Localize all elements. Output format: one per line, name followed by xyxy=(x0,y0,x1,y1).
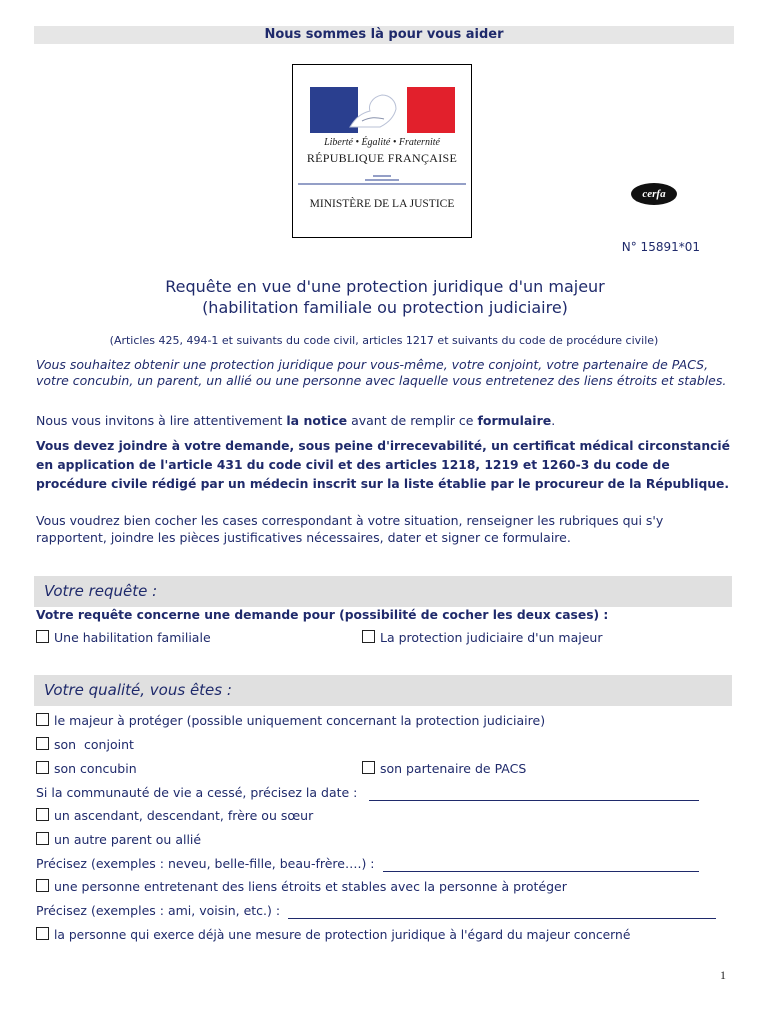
section-votre-requete xyxy=(34,576,732,607)
section-votre-qualite-title: Votre qualité, vous êtes : xyxy=(44,681,232,699)
option-autre-parent[interactable] xyxy=(36,832,201,848)
option-concubin[interactable] xyxy=(36,761,137,777)
cerfa-logo: cerfa xyxy=(631,183,677,205)
precisez-parent-label: Précisez (exemples : neveu, belle-fille, beau-frère….) : xyxy=(36,856,375,871)
majeur-checkbox[interactable] xyxy=(36,713,49,726)
conjoint-checkbox[interactable] xyxy=(36,737,49,750)
partenaire-label: son partenaire de PACS xyxy=(380,761,527,776)
date-field-row xyxy=(36,785,699,801)
date-label: Si la communauté de vie a cessé, précisez la date : xyxy=(36,785,358,800)
option-majeur[interactable] xyxy=(36,713,545,729)
form-title xyxy=(60,276,710,318)
autre-parent-label: un autre parent ou allié xyxy=(54,832,202,847)
mesure-existante-label: la personne qui exerce déjà une mesure de protection juridique à l'égard du majeur concerné xyxy=(54,928,631,942)
protection-judiciaire-label: La protection judiciaire d'un majeur xyxy=(380,630,603,645)
ministry-logo xyxy=(292,64,472,238)
habilitation-label: Une habilitation familiale xyxy=(54,630,211,645)
liens-etroits-checkbox[interactable] xyxy=(36,879,49,892)
date-input-line[interactable] xyxy=(369,788,699,801)
concubin-checkbox[interactable] xyxy=(36,761,49,774)
section-votre-qualite xyxy=(34,675,732,706)
notice-end: . xyxy=(551,413,556,428)
logo-motto: Liberté • Égalité • Fraternité xyxy=(324,137,440,148)
instructions-text: Vous voudrez bien cocher les cases correspondant à votre situation, renseigner les rubriques qui s'y rapportent, joindre les pièces justificatives nécessaires, dater et signer ce formulaire. xyxy=(36,513,664,545)
option-ascendant[interactable] xyxy=(36,808,313,824)
notice-text xyxy=(36,413,736,429)
help-banner: Nous sommes là pour vous aider xyxy=(34,26,734,44)
option-conjoint[interactable] xyxy=(36,737,134,753)
page-number: 1 xyxy=(720,968,726,982)
partenaire-checkbox[interactable] xyxy=(362,761,375,774)
form-title-line1: Requête en vue d'une protection juridique d'un majeur xyxy=(165,277,605,296)
mesure-existante-checkbox[interactable] xyxy=(36,927,49,940)
notice-link-text: la notice xyxy=(286,413,348,428)
precisez-liens-label: Précisez (exemples : ami, voisin, etc.) : xyxy=(36,903,281,918)
cerfa-number: N° 15891*01 xyxy=(621,240,700,254)
option-habilitation[interactable] xyxy=(36,630,211,646)
notice-mid: avant de remplir ce xyxy=(347,413,478,428)
concubin-label: son concubin xyxy=(54,761,137,776)
notice-form-text: formulaire xyxy=(477,413,552,428)
form-title-line2: (habilitation familiale ou protection judiciaire) xyxy=(202,298,568,317)
ascendant-checkbox[interactable] xyxy=(36,808,49,821)
option-protection-judiciaire[interactable] xyxy=(362,630,603,646)
legal-articles: (Articles 425, 494-1 et suivants du code civil, articles 1217 et suivants du code de procédure civile) xyxy=(109,334,659,347)
precisez-liens-row xyxy=(36,903,716,919)
section-votre-requete-title: Votre requête : xyxy=(44,582,158,600)
option-partenaire[interactable] xyxy=(362,761,526,777)
notice-pre: Nous vous invitons à lire attentivement xyxy=(36,413,287,428)
logo-republic: RÉPUBLIQUE FRANÇAISE xyxy=(306,151,458,165)
autre-parent-checkbox[interactable] xyxy=(36,832,49,845)
ascendant-label: un ascendant, descendant, frère ou sœur xyxy=(54,808,314,823)
precisez-parent-row xyxy=(36,856,699,872)
intro-text: Vous souhaitez obtenir une protection juridique pour vous-même, votre conjoint, votre partenaire de PACS, votre concubin, un parent, un allié ou une personne avec laquelle vous entretenez des liens étroits et stables. xyxy=(36,357,727,388)
conjoint-label: son conjoint xyxy=(54,737,134,752)
precisez-liens-input-line[interactable] xyxy=(288,906,716,919)
logo-divider-lines xyxy=(293,170,471,190)
precisez-parent-input-line[interactable] xyxy=(383,859,699,872)
requete-question: Votre requête concerne une demande pour (possibilité de cocher les deux cases) : xyxy=(36,608,609,622)
marianne-flag-icon xyxy=(310,87,455,133)
habilitation-checkbox[interactable] xyxy=(36,630,49,643)
majeur-label: le majeur à protéger (possible uniquement concernant la protection judiciaire) xyxy=(54,713,546,728)
option-liens-etroits[interactable] xyxy=(36,879,567,895)
option-mesure-existante[interactable] xyxy=(36,927,630,943)
logo-ministry: MINISTÈRE DE LA JUSTICE xyxy=(309,198,455,210)
certificate-requirement: Vous devez joindre à votre demande, sous peine d'irrecevabilité, un certificat médical circonstancié en application de l'article 431 du code civil et des articles 1218, 1219 et 1260-3 du code de procédure civile rédigé par un médecin inscrit sur la liste établie par le procureur de la République. xyxy=(36,439,730,491)
protection-judiciaire-checkbox[interactable] xyxy=(362,630,375,643)
liens-etroits-label: une personne entretenant des liens étroits et stables avec la personne à protéger xyxy=(54,879,567,894)
